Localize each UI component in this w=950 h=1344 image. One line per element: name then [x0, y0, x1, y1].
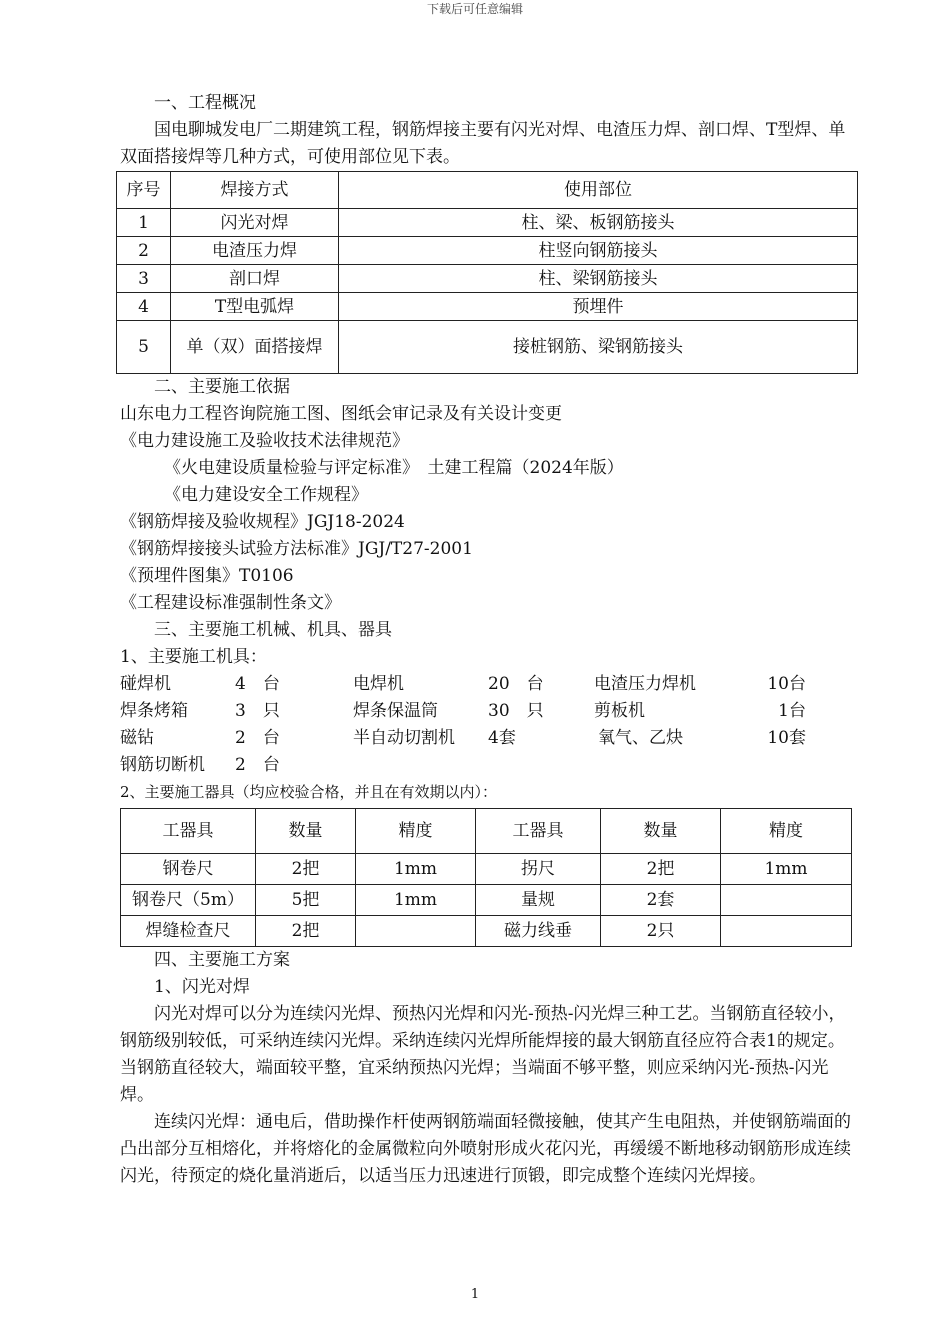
reference-item: 《电力建设施工及验收技术法律规范》 [120, 431, 409, 451]
section-1-title: 一、工程概况 [154, 93, 256, 113]
machine-qty: 2 台 [235, 755, 280, 775]
machine-qty: 30 只 [488, 701, 544, 721]
machine-qty: 2 台 [235, 728, 280, 748]
machine-name [594, 752, 746, 779]
table-cell: 2套 [601, 885, 721, 916]
machine-qty: 3 只 [235, 701, 280, 721]
section-1-text: 国电聊城发电厂二期建筑工程，钢筋焊接主要有闪光对焊、电渣压力焊、剖口焊、T型焊、单双面搭接焊等几种方式，可使用部位见下表。 [120, 120, 846, 167]
table-cell: 闪光对焊 [171, 209, 339, 237]
machine-qty: 10套 [767, 728, 806, 748]
section-3-title: 三、主要施工机械、机具、器具 [154, 620, 392, 640]
table-row [117, 265, 858, 293]
table-cell: 钢卷尺 [121, 854, 256, 885]
table-cell: 5 [117, 321, 171, 374]
table-row [117, 321, 858, 374]
table-cell: 5把 [256, 885, 356, 916]
machine-qty [488, 752, 594, 779]
tools-subtitle: 2、主要施工器具（均应校验合格，并且在有效期以内）： [120, 783, 498, 801]
machine-qty: 1台 [778, 701, 806, 721]
table-cell: 4 [117, 293, 171, 321]
header-cell: 焊接方式 [171, 172, 339, 209]
table-header-row [117, 172, 858, 209]
table-row [117, 237, 858, 265]
table-cell: 2只 [601, 916, 721, 947]
machine-qty [746, 752, 806, 779]
machine-name: 半自动切割机 [353, 728, 455, 748]
table-cell: 1mm [721, 854, 852, 885]
machine-name: 碰焊机 [120, 674, 171, 694]
table-cell: 磁力线垂 [476, 916, 601, 947]
table-cell: 1 [117, 209, 171, 237]
table-cell [721, 885, 852, 916]
table-cell: 单（双）面搭接焊 [171, 321, 339, 374]
table-cell [721, 916, 852, 947]
machine-name: 电渣压力焊机 [594, 674, 696, 694]
machine-name: 焊条烤箱 [120, 701, 188, 721]
welding-method-table [116, 171, 858, 374]
table-cell: 2 [117, 237, 171, 265]
page-number: 1 [470, 1287, 480, 1302]
machine-name: 剪板机 [594, 701, 645, 721]
reference-item: 《钢筋焊接及验收规程》JGJ18-2024 [120, 512, 405, 532]
table-cell: 钢卷尺（5m） [121, 885, 256, 916]
machine-name: 钢筋切断机 [120, 755, 205, 775]
table-row [117, 293, 858, 321]
table-cell: 2把 [256, 854, 356, 885]
header-cell: 精度 [721, 809, 852, 854]
tools-table [120, 808, 852, 947]
table-cell: 柱、梁、板钢筋接头 [339, 209, 858, 237]
reference-item: 《火电建设质量检验与评定标准》 土建工程篇（2024年版） [164, 458, 624, 478]
reference-item: 《电力建设安全工作规程》 [164, 485, 368, 505]
table-row [121, 885, 852, 916]
table-cell: T型电弧焊 [171, 293, 339, 321]
machinery-list [120, 671, 860, 779]
machine-name: 氧气、乙炔 [598, 728, 683, 748]
table-cell: 焊缝检查尺 [121, 916, 256, 947]
header-cell: 数量 [256, 809, 356, 854]
table-cell: 电渣压力焊 [171, 237, 339, 265]
table-cell: 柱竖向钢筋接头 [339, 237, 858, 265]
table-row [117, 209, 858, 237]
reference-item: 《预埋件图集》T0106 [120, 566, 294, 586]
header-cell: 工器具 [476, 809, 601, 854]
table-cell: 接桩钢筋、梁钢筋接头 [339, 321, 858, 374]
header-cell: 精度 [356, 809, 476, 854]
table-row [121, 916, 852, 947]
reference-item: 《钢筋焊接接头试验方法标准》JGJ/T27-2001 [120, 539, 473, 559]
machine-name: 电焊机 [353, 674, 404, 694]
header-cell: 序号 [117, 172, 171, 209]
machine-qty: 10台 [767, 674, 806, 694]
table-cell: 剖口焊 [171, 265, 339, 293]
header-cell: 工器具 [121, 809, 256, 854]
paragraph: 闪光对焊可以分为连续闪光焊、预热闪光焊和闪光-预热-闪光焊三种工艺。当钢筋直径较小，钢筋级别较低，可采纳连续闪光焊。采纳连续闪光焊所能焊接的最大钢筋直径应符合表1的规定。当钢筋直径较大，端面较平整，宜采纳预热闪光焊；当端面不够平整，则应采纳闪光-预热-闪光焊。 [120, 1004, 846, 1105]
table-cell [356, 916, 476, 947]
table-row [121, 854, 852, 885]
flash-butt-welding-heading: 1、闪光对焊 [154, 977, 250, 997]
table-cell: 2把 [601, 854, 721, 885]
section-4-title: 四、主要施工方案 [154, 950, 290, 970]
machine-name [353, 752, 488, 779]
header-cell: 数量 [601, 809, 721, 854]
machine-name: 磁钻 [120, 728, 154, 748]
table-cell: 量规 [476, 885, 601, 916]
table-header-row [121, 809, 852, 854]
machine-qty: 20 台 [488, 674, 544, 694]
page-header: 下载后可任意编辑 [426, 2, 523, 16]
table-cell: 拐尺 [476, 854, 601, 885]
machine-qty: 4套 [488, 728, 516, 748]
document-body [120, 90, 860, 1190]
table-cell: 1mm [356, 854, 476, 885]
header-cell: 使用部位 [339, 172, 858, 209]
table-cell: 1mm [356, 885, 476, 916]
table-cell: 预埋件 [339, 293, 858, 321]
machine-qty: 4 台 [235, 674, 280, 694]
table-cell: 2把 [256, 916, 356, 947]
table-cell: 3 [117, 265, 171, 293]
reference-item: 《工程建设标准强制性条文》 [120, 593, 341, 613]
machinery-subtitle: 1、主要施工机具： [120, 647, 267, 667]
paragraph: 连续闪光焊：通电后，借助操作杆使两钢筋端面轻微接触，使其产生电阻热，并使钢筋端面的凸出部分互相熔化，并将熔化的金属微粒向外喷射形成火花闪光，再缓缓不断地移动钢筋形成连续闪光，待预定的烧化量消逝后，以适当压力迅速进行顶锻，即完成整个连续闪光焊接。 [120, 1112, 851, 1186]
machine-name: 焊条保温筒 [353, 701, 438, 721]
table-cell: 柱、梁钢筋接头 [339, 265, 858, 293]
section-2-title: 二、主要施工依据 [154, 377, 290, 397]
reference-item: 山东电力工程咨询院施工图、图纸会审记录及有关设计变更 [120, 404, 562, 424]
